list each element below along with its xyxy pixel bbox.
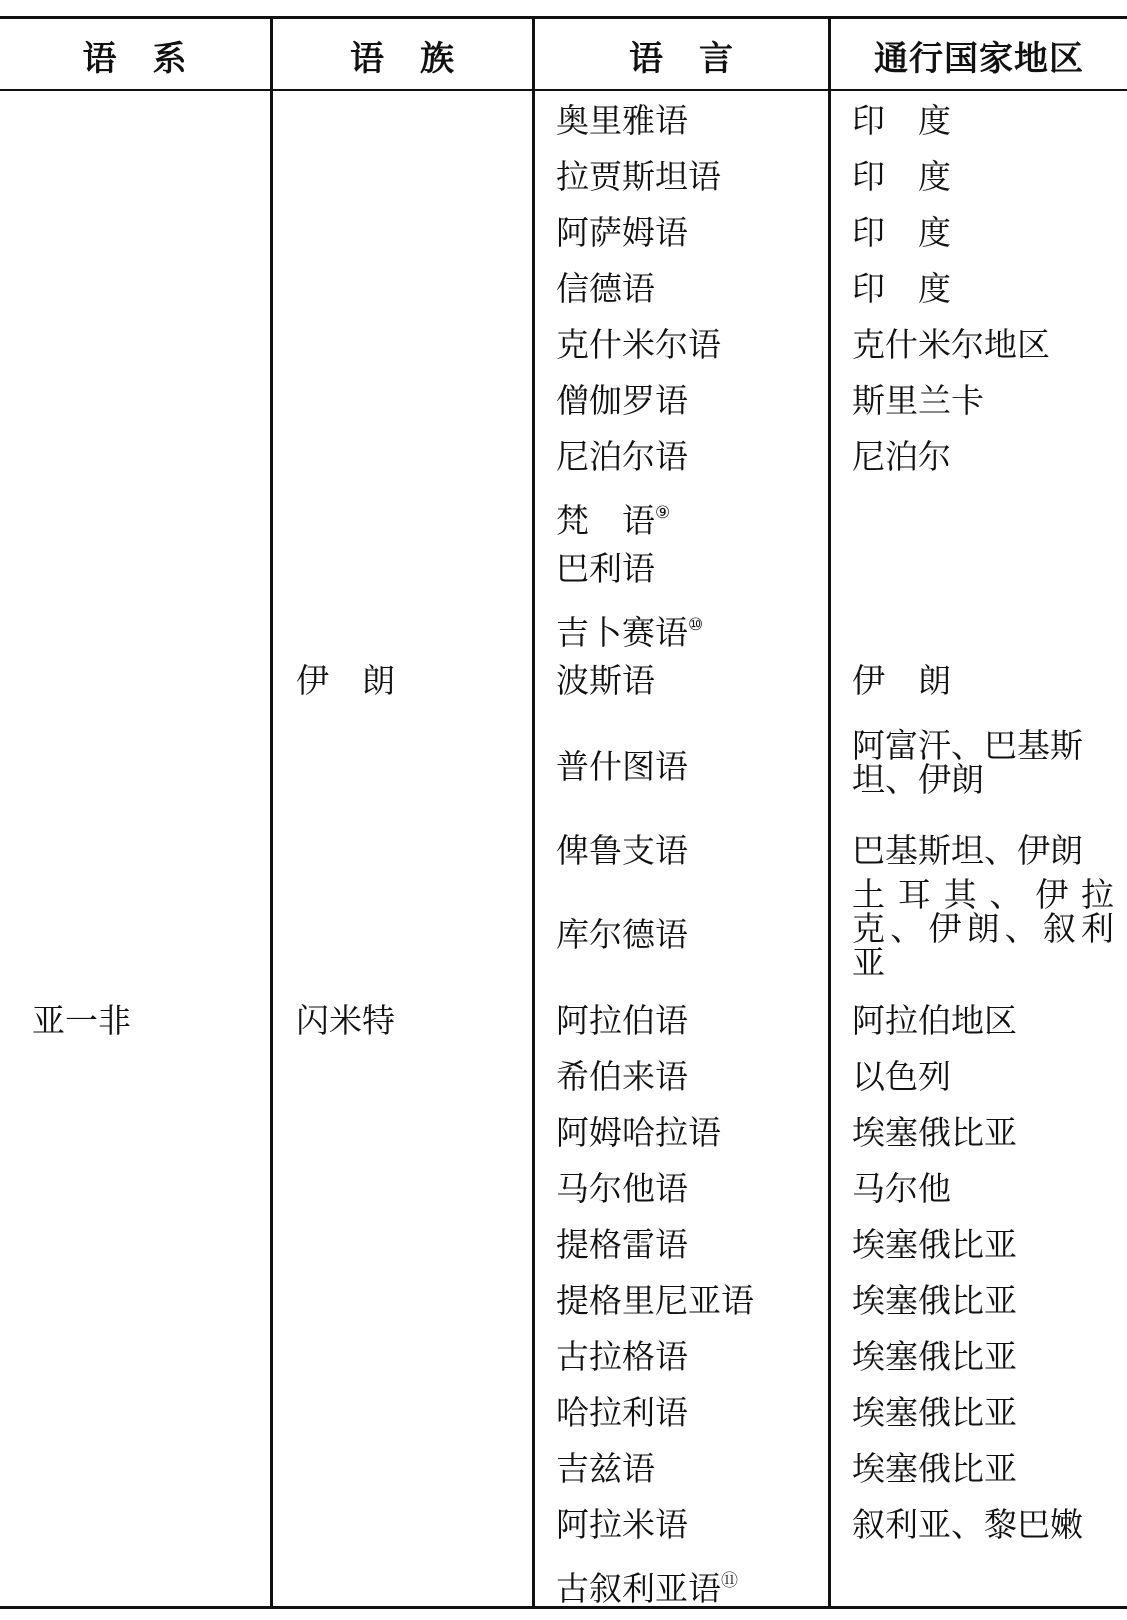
- family-cell: 亚一非: [32, 1001, 131, 1040]
- language-cell: 波斯语: [556, 661, 655, 700]
- language-name: 吉卜赛语: [556, 613, 688, 652]
- language-cell: 信德语: [556, 269, 655, 308]
- region-cell: 埃塞俄比亚: [852, 1225, 1017, 1264]
- language-cell: 俾鲁支语: [556, 831, 688, 870]
- language-cell: 普什图语: [556, 747, 688, 786]
- header-family: 语 系: [82, 38, 188, 79]
- language-cell: 库尔德语: [556, 915, 688, 954]
- language-cell: 奥里雅语: [556, 101, 688, 140]
- region-cell: 土耳其、伊拉克、伊朗、叙利亚: [852, 875, 1114, 982]
- language-cell: 提格雷语: [556, 1225, 688, 1264]
- region-cell: 印 度: [852, 157, 951, 196]
- language-cell: 古拉格语: [556, 1337, 688, 1376]
- region-cell: 埃塞俄比亚: [852, 1393, 1017, 1432]
- language-cell: 阿拉伯语: [556, 1001, 688, 1040]
- region-cell: 埃塞俄比亚: [852, 1449, 1017, 1488]
- language-name: 古叙利亚语: [556, 1569, 721, 1608]
- region-cell: 以色列: [852, 1057, 951, 1096]
- footnote-marker: ⑩: [688, 615, 704, 635]
- branch-cell: 闪米特: [296, 1001, 395, 1040]
- region-cell: 伊 朗: [852, 661, 951, 700]
- language-cell: [556, 608, 703, 650]
- branch-cell: 伊 朗: [296, 661, 395, 700]
- language-cell: 希伯来语: [556, 1057, 688, 1096]
- region-cell: 马尔他: [852, 1169, 951, 1208]
- language-cell: 克什米尔语: [556, 325, 721, 364]
- region-cell: 阿拉伯地区: [852, 1001, 1017, 1040]
- language-name: 梵 语: [556, 501, 655, 540]
- footnote-marker: ⑨: [655, 503, 671, 523]
- language-cell: [556, 1564, 738, 1606]
- language-cell: 哈拉利语: [556, 1393, 688, 1432]
- region-cell: 印 度: [852, 213, 951, 252]
- language-cell: 阿萨姆语: [556, 213, 688, 252]
- region-cell: 叙利亚、黎巴嫩: [852, 1505, 1083, 1544]
- language-cell: 阿姆哈拉语: [556, 1113, 721, 1152]
- region-cell: 克什米尔地区: [852, 325, 1050, 364]
- language-cell: 拉贾斯坦语: [556, 157, 721, 196]
- region-cell: 印 度: [852, 269, 951, 308]
- column-divider-1: [270, 18, 273, 1608]
- region-cell: 印 度: [852, 101, 951, 140]
- region-cell: 埃塞俄比亚: [852, 1113, 1017, 1152]
- region-cell: 埃塞俄比亚: [852, 1281, 1017, 1320]
- column-divider-3: [828, 18, 831, 1608]
- column-divider-2: [532, 18, 535, 1608]
- header-branch: 语 族: [350, 38, 455, 79]
- header-bottom-rule: [0, 89, 1127, 91]
- language-cell: 吉兹语: [556, 1449, 655, 1488]
- region-cell: 埃塞俄比亚: [852, 1337, 1017, 1376]
- header-region: 通行国家地区: [874, 38, 1084, 79]
- language-cell: 提格里尼亚语: [556, 1281, 754, 1320]
- language-cell: 巴利语: [556, 549, 655, 588]
- region-cell: 巴基斯坦、伊朗: [852, 831, 1083, 870]
- language-cell: 僧伽罗语: [556, 381, 688, 420]
- language-cell: [556, 496, 670, 538]
- language-cell: 阿拉米语: [556, 1505, 688, 1544]
- region-cell: 阿富汗、巴基斯坦、伊朗: [852, 726, 1083, 799]
- region-cell: 尼泊尔: [852, 437, 951, 476]
- header-language: 语 言: [629, 38, 734, 79]
- footnote-marker: ⑪: [721, 1571, 738, 1591]
- language-cell: 马尔他语: [556, 1169, 688, 1208]
- language-cell: 尼泊尔语: [556, 437, 688, 476]
- region-cell: 斯里兰卡: [852, 381, 984, 420]
- table-top-rule: [0, 16, 1127, 19]
